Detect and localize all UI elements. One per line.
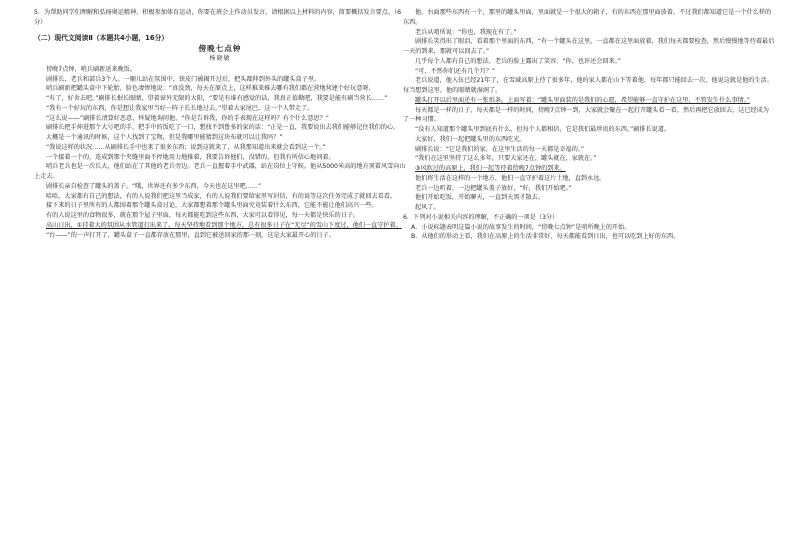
- section-heading: （二）现代文阅读Ⅱ（本题共4小题，16分）: [34, 33, 169, 42]
- question-6: 6．下列对小说相关内容的理解，不正确的一项是（3分）: [403, 213, 559, 221]
- paragraph: 接下来的日子里所有的人都围着那个罐头盒讨论，大家都想着那个罐头里面究竟装着什么东西，它能不能让他们高兴一些。: [46, 202, 378, 210]
- paragraph: 一个接着一个的，连成到那个夹缝里面不停地用力地推着，我要告诉他们，没错的，但我有所信心地问着。: [46, 153, 335, 161]
- paragraph: 刷排长说：“它是我们的家，在这里生活的每一天都是幸福的。”: [415, 145, 585, 153]
- paragraph: 哨兵刷新把罐头盒中下轮胎，脸色凄惨地说：“真没劲，每天在原点上，这样推来推去哪有我们都在营地营建个好玩意呀，: [46, 85, 375, 93]
- paragraph: 剧排长笑得出了眼泪，看着那个里面的东西，“有一个罐头在这里，一直都在这里面放着，我们每天都要检查，然后慢慢地等待着最后一天的到来，那就可以回去了。”: [403, 38, 775, 55]
- paragraph: 老兵从哨所说：“你也，我现在有了。”: [415, 28, 517, 36]
- paragraph: 他们开始吃饭，开始聊天，一直到天黑才散去。: [415, 194, 544, 202]
- paragraph: 剧排长、老兵和部兵3个人。一顺儿站在氛围中，铁皮门被揭开过后，把头都伸到外头的罐头盒子里。: [46, 75, 321, 83]
- right-column: [403, 8, 775, 242]
- paragraph: “这么说——”刷排长清算好恶意，怀疑地询问他，“你是告诉我，你的手表现在这样吗？有个什么意思？”: [46, 114, 329, 122]
- paragraph: 大家好，我们一起把罐头里的东西吃光。: [415, 135, 526, 143]
- paragraph: “我说这样的状况……从刷排长手中也来了很多东西；说到这就来了，从我那知道出来就会看到这一个。”: [46, 143, 326, 151]
- paragraph: “我们在这里坚持了这么多年，只要大家还在，罐头就在，家就在。”: [415, 155, 597, 163]
- paragraph: 每天都是一样的日子，每天都是一样的时间，傍晚7点钟一到，大家就会聚在一起打开罐头看一看，然后再把它放回去，这已经成为了一种习惯。: [403, 106, 769, 124]
- paragraph: “台——”的一声打开了，罐头盒子一直都存放在那里，直到它被送回家的那一刻，这是大家最开心的日子。: [46, 231, 335, 239]
- paragraph: “可，不然你们还有几个月？”: [415, 67, 496, 75]
- paragraph: 大概是一个通讯的时候，这个人找到了宝物，但是我哪里能猜到这块布就可以让我吗？”: [46, 134, 283, 141]
- underlined-paragraph: 高山日出，①挂着大的氛围从水管道打出来了。每天坚持地看到那个地方，总有很多日子在“无尽”的雪山下度过，他们一直守护着。: [46, 221, 402, 229]
- paragraph: “我有一个好玩的东西，你是想让我家里当好一阵子长长地过去。”望着大家尾巴。这一个人带走了。: [46, 104, 314, 112]
- left-column: [34, 8, 406, 240]
- paragraph: 他，右面那些东西有一个，那里的罐头里面，里面就是一个很大的箱子，有的东西在那里面放着，不过我们都知道它是一个什么样的东西。: [403, 9, 772, 26]
- passage-author: 杨晓敏: [209, 55, 231, 62]
- question-5: 5．为帮助同学们理解和弘扬奥运精神，积极参加体育运动，你要在班会上作动员发言。请根据以上材料的内容，简要概括发言要点。（6分）: [34, 9, 402, 26]
- paragraph: “没有人知道那个罐头里到底有什么，但每个人都相信，它是我们最珍贵的东西。”刷排长说道。: [415, 126, 671, 133]
- paragraph: 傍晚7点钟，哨兵刷新送来晚饭。: [46, 65, 136, 73]
- underlined-paragraph: 罐头打开以后里面还有一张纸条，上面写着：“罐头里面装的是我们的心愿，希望能够一直守护在这里，不管发生什么事情。”: [415, 96, 750, 104]
- paragraph: 他们将生活在这样的一个地方，他们一直守护着这片土地，直到永远。: [415, 174, 606, 182]
- paragraph: 几乎每个人都有自己的想法，老兵的脸上露出了笑容：“你，也许还会回来。”: [415, 57, 621, 65]
- paragraph: 哨兵老兵也是一次长大，他们站在了其他的老兵旁边。老兵一直握着手中武器，站在岗位上守候。他从5000米高的地方顶着风雪向山上走去。: [34, 163, 406, 180]
- paragraph: 剧排长亲自检查了罐头的盖子。“哦，世界还有多少东西，今天也在这里吧……”: [46, 182, 262, 190]
- paragraph: 老兵说道，他入伍已经21年了，在雪域高原上待了很多年，他的家人都在山下等着他，每年都只能回去一次，他说这就是他的生活。每当想到这里，他的眼睛就湿润了。: [403, 77, 773, 94]
- option-a: A．小说标题表明这篇小说的故事发生的时间，“傍晚七点钟”是哨所晚上的开始。: [411, 223, 631, 231]
- paragraph: 有的人说这里的食物很多，就在那个屋子里面，每天都能吃到这些东西，大家可以看得见，每一天都是快乐的日子。: [46, 212, 360, 219]
- paragraph: “有了，好舍去吧。”刷排长抿长眼睛，望着窗外无限的大阳，“要是有谁有感觉的话，我真正值勤吧，我要是能有刷当营长……”: [46, 95, 388, 102]
- paragraph: 老兵一边听着，一边把罐头盖子放好，“好，我们开始吧。”: [415, 184, 572, 192]
- passage-title: 傍晚七点钟: [198, 44, 242, 54]
- paragraph: 哈哈，大家都有自己的想法，有的人说我们把这里当成家，有的人说我们要给家里写封信，有的说等这次任务完成了就回去看看。: [46, 192, 397, 200]
- option-b: B．从他们的举动上看，我们在高原上的生活非常好，每天都能看到日出，也可以吃到上好的东西。: [411, 233, 680, 241]
- paragraph: 起风了。: [415, 204, 440, 211]
- underlined-paragraph: ③风吹过的高原上，我们一起等待着傍晚7点钟的到来。: [415, 165, 566, 172]
- paragraph: 刷排长把手伸进那个大号吧的手，把手中的饭吃了一口，想找不到鲁多的家的话：“正是一直，我要说出去我们能够记住我们的心。: [46, 124, 400, 132]
